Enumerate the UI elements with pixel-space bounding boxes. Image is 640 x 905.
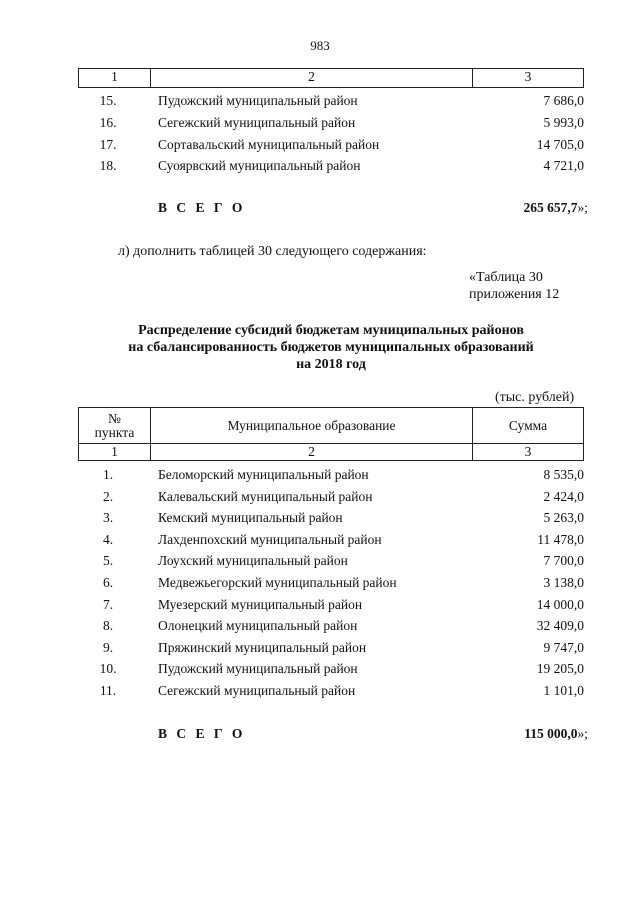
row-number: 6.: [102, 575, 114, 590]
col-number-1: 1: [79, 69, 151, 87]
total-amount: [524, 726, 588, 742]
header-name: Муниципальное образование: [151, 408, 473, 443]
row-value: 14 705,0: [536, 137, 584, 152]
row-number: 4.: [102, 532, 114, 547]
row-number: 15.: [99, 93, 117, 108]
row-value: 32 409,0: [536, 618, 584, 633]
row-number: 16.: [99, 115, 117, 130]
header-num-cell: [79, 408, 151, 443]
table1-total-row: [78, 200, 588, 221]
table-row: [78, 683, 584, 704]
table2-total-row: [78, 726, 588, 747]
total-label: В С Е Г О: [158, 726, 246, 741]
table-row: [78, 158, 584, 179]
row-value: 11 478,0: [537, 532, 584, 547]
table2-column-numbers: [78, 443, 584, 461]
col-number-1: 1: [79, 444, 151, 460]
row-name: Беломорский муниципальный район: [158, 467, 369, 482]
col-number-3: 3: [524, 444, 532, 459]
row-name: Пряжинский муниципальный район: [158, 640, 367, 655]
table-row: [78, 93, 584, 114]
table-row: [78, 510, 584, 531]
table2-header: [78, 407, 584, 443]
total-closing-mark: »;: [577, 726, 588, 741]
row-number: 11.: [99, 683, 117, 698]
row-value: 2 424,0: [543, 489, 584, 504]
row-name: Калевальский муниципальный район: [158, 489, 373, 504]
row-name: Сегежский муниципальный район: [158, 115, 356, 130]
col-number-2: 2: [151, 69, 473, 87]
row-number: 10.: [99, 661, 117, 676]
table1-column-numbers: [78, 68, 584, 88]
table-row: [78, 137, 584, 158]
header-num-symbol: №: [108, 410, 121, 426]
instruction-text: л) дополнить таблицей 30 следующего содержания:: [118, 244, 427, 259]
table-row: [78, 553, 584, 574]
table-ref-line2: приложения 12: [469, 287, 560, 302]
row-name: Муезерский муниципальный район: [158, 597, 363, 612]
row-value: 1 101,0: [543, 683, 584, 698]
row-value: 4 721,0: [543, 158, 584, 173]
table-row: [78, 115, 584, 136]
row-value: 8 535,0: [543, 467, 584, 482]
row-name: Лахденпохский муниципальный район: [158, 532, 382, 547]
row-name: Кемский муниципальный район: [158, 510, 343, 525]
table-row: [78, 640, 584, 661]
table-row: [78, 618, 584, 639]
col-number-3: 3: [524, 69, 532, 84]
row-name: Медвежьегорский муниципальный район: [158, 575, 397, 590]
table-title-line2: на сбалансированность бюджетов муниципальных образований: [128, 340, 534, 355]
row-value: 3 138,0: [543, 575, 584, 590]
table-row: [78, 661, 584, 682]
row-number: 5.: [102, 553, 114, 568]
table-row: [78, 489, 584, 510]
col-number-2: 2: [151, 444, 473, 460]
row-number: 7.: [102, 597, 114, 612]
table-ref-line1: «Таблица 30: [469, 270, 543, 285]
row-name: Суоярвский муниципальный район: [158, 158, 361, 173]
header-sum: Сумма: [508, 417, 548, 433]
total-closing-mark: »;: [577, 200, 588, 215]
row-number: 8.: [102, 618, 114, 633]
table-row: [78, 532, 584, 553]
row-value: 19 205,0: [536, 661, 584, 676]
row-name: Пудожский муниципальный район: [158, 93, 358, 108]
total-label: В С Е Г О: [158, 200, 246, 215]
total-value: 115 000,0: [524, 726, 578, 741]
row-name: Сегежский муниципальный район: [158, 683, 356, 698]
row-name: Сортавальский муниципальный район: [158, 137, 380, 152]
table-row: [78, 597, 584, 618]
row-value: 14 000,0: [536, 597, 584, 612]
row-value: 7 700,0: [543, 553, 584, 568]
row-number: 18.: [99, 158, 117, 173]
total-value: 265 657,7: [523, 200, 578, 215]
row-number: 17.: [99, 137, 117, 152]
row-number: 1.: [102, 467, 114, 482]
row-value: 7 686,0: [543, 93, 584, 108]
table-title-line1: Распределение субсидий бюджетам муниципальных районов: [138, 323, 524, 338]
row-name: Пудожский муниципальный район: [158, 661, 358, 676]
row-name: Олонецкий муниципальный район: [158, 618, 358, 633]
row-number: 9.: [102, 640, 114, 655]
row-number: 3.: [102, 510, 114, 525]
units-label: (тыс. рублей): [495, 390, 575, 405]
header-num-word: пункта: [94, 424, 135, 440]
table-title-line3: на 2018 год: [296, 357, 366, 372]
row-value: 5 263,0: [543, 510, 584, 525]
table-row: [78, 467, 584, 488]
row-value: 9 747,0: [543, 640, 584, 655]
row-name: Лоухский муниципальный район: [158, 553, 348, 568]
total-amount: [523, 200, 588, 216]
table-row: [78, 575, 584, 596]
page-number: 983: [310, 38, 330, 53]
row-number: 2.: [102, 489, 114, 504]
row-value: 5 993,0: [543, 115, 584, 130]
